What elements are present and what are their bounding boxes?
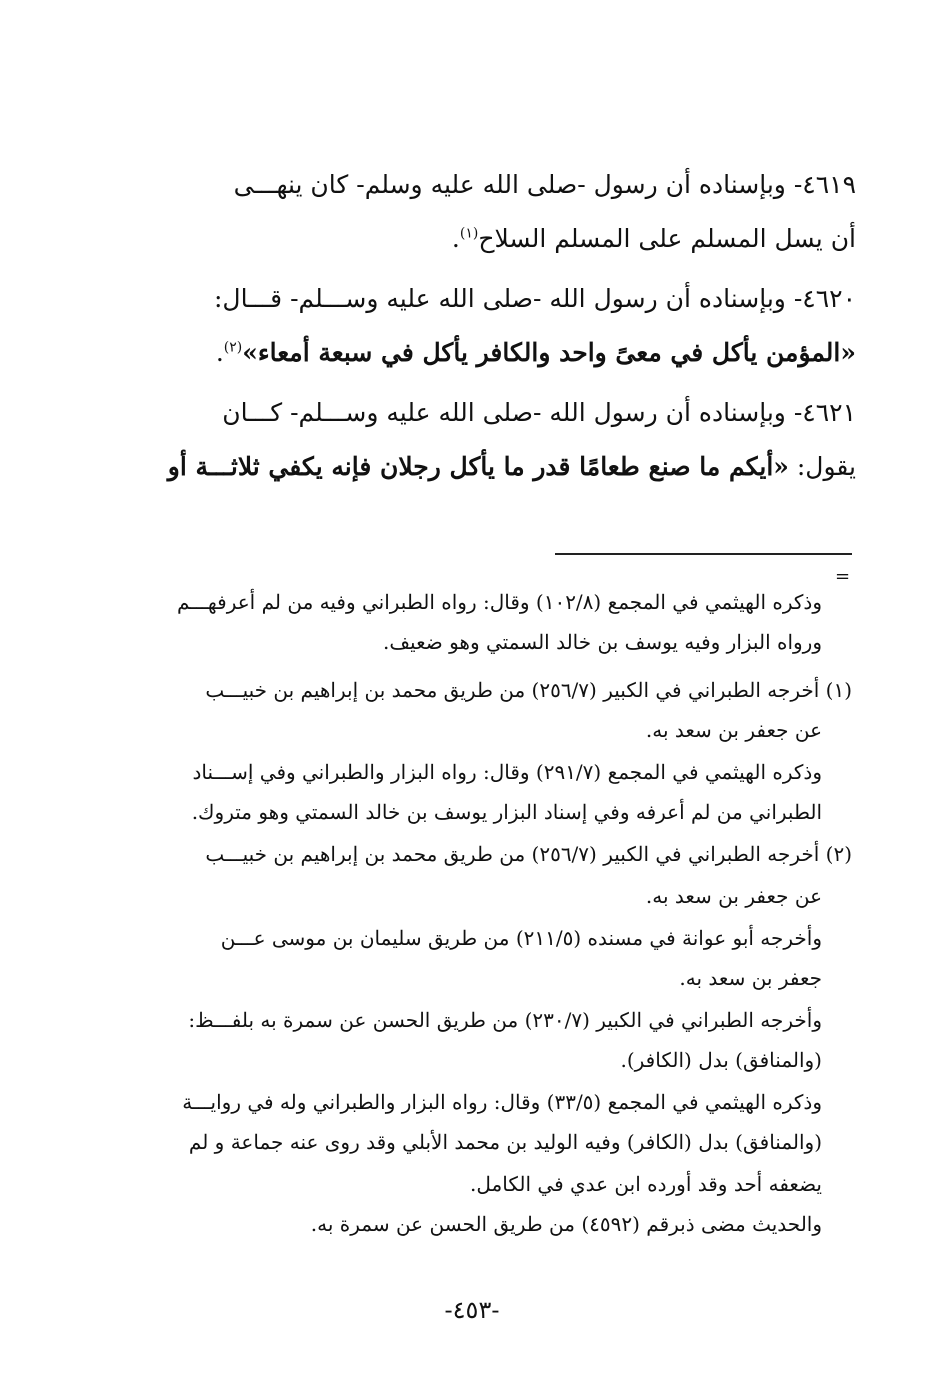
footnote-line: (والمنافق) بدل (الكافر) وفيه الوليد بن محمد الأبلي وقد روى عنه جماعة و لم [188,1130,822,1154]
hadith-line [140,452,856,492]
footnote-line: والحديث مضى ذبرقم (٤٥٩٢) من طريق الحسن عن سمرة به. [310,1212,822,1236]
footnote-line: عن جعفر بن سعد به. [645,884,822,908]
hadith-number: ٤٦٢١ [802,398,856,427]
continuation-mark: = [835,566,851,587]
footnote-line: وذكره الهيثمي في المجمع (٣٣/٥) وقال: رواه البزار والطبراني وله في روايـــة [182,1090,822,1114]
footnote-line: (٢) أخرجه الطبراني في الكبير (٢٥٦/٧) من طريق محمد بن إبراهيم بن خبيـــب [205,842,852,866]
footnote-line: ورواه البزار وفيه يوسف بن خالد السمتي وهو ضعيف. [382,630,822,654]
footnote-separator [555,553,852,555]
footnote-line: عن جعفر بن سعد به. [645,718,822,742]
hadith-quote: «أيكم ما صنع طعامًا قدر ما يأكل رجلان فإنه يكفي ثلاثـــة أو [167,452,789,481]
footnote-line: (والمنافق) بدل (الكافر). [620,1048,822,1072]
footnote-line: الطبراني من لم أعرفه وفي إسناد البزار يوسف بن خالد السمتي وهو متروك. [191,800,822,824]
footnote-line: جعفر بن سعد به. [679,966,822,990]
hadith-line: ٤٦١٩- وبإسناده أن رسول -صلى الله عليه وسلم- كان ينهـــى [233,170,856,199]
hadith-text: أن يسل المسلم على المسلم السلاح [478,224,856,253]
footnote-line: وذكره الهيثمي في المجمع (٢٩١/٧) وقال: رواه البزار والطبراني وفي إســـناد [192,760,822,784]
hadith-line: ٤٦٢٠- وبإسناده أن رسول الله -صلى الله عليه وســـلم- قـــال: [214,284,856,313]
hadith-text: وبإسناده أن رسول الله -صلى الله عليه وســـلم- قـــال: [214,284,786,313]
footnote-line: (١) أخرجه الطبراني في الكبير (٢٥٦/٧) من طريق محمد بن إبراهيم بن خبيـــب [205,678,852,702]
footnote-ref: (٢) [223,339,243,356]
hadith-text: وبإسناده أن رسول -صلى الله عليه وسلم- كان ينهـــى [233,170,786,199]
hadith-line: ٤٦٢١- وبإسناده أن رسول الله -صلى الله عليه وســـلم- كـــان [222,398,856,427]
hadith-text: وبإسناده أن رسول الله -صلى الله عليه وســـلم- كـــان [222,398,786,427]
footnote-ref: (١) [459,225,479,242]
footnote-line: وأخرجه أبو عوانة في مسنده (٢١١/٥) من طريق سليمان بن موسى عـــن [220,926,822,950]
hadith-text: يقول: [788,452,856,481]
footnote-line: وذكره الهيثمي في المجمع (١٠٢/٨) وقال: رواه الطبراني وفيه من لم أعرفهـــم [177,590,822,614]
footnote-line: يضعفه أحد وقد أورده ابن عدي في الكامل. [470,1172,822,1196]
hadith-number: ٤٦٢٠ [802,284,856,313]
hadith-number: ٤٦١٩ [802,170,856,199]
hadith-line: أن يسل المسلم على المسلم السلاح$^{(١)}$. [451,224,856,253]
footnote-line: وأخرجه الطبراني في الكبير (٢٣٠/٧) من طريق الحسن عن سمرة به بلفـــظ: [188,1008,822,1032]
page-number: -٤٥٣- [444,1296,500,1324]
hadith-line: «المؤمن يأكل في معىً واحد والكافر يأكل في سبعة أمعاء»$^{(٢)}$. [215,338,856,367]
hadith-quote: «المؤمن يأكل في معىً واحد والكافر يأكل في سبعة أمعاء» [242,338,856,367]
